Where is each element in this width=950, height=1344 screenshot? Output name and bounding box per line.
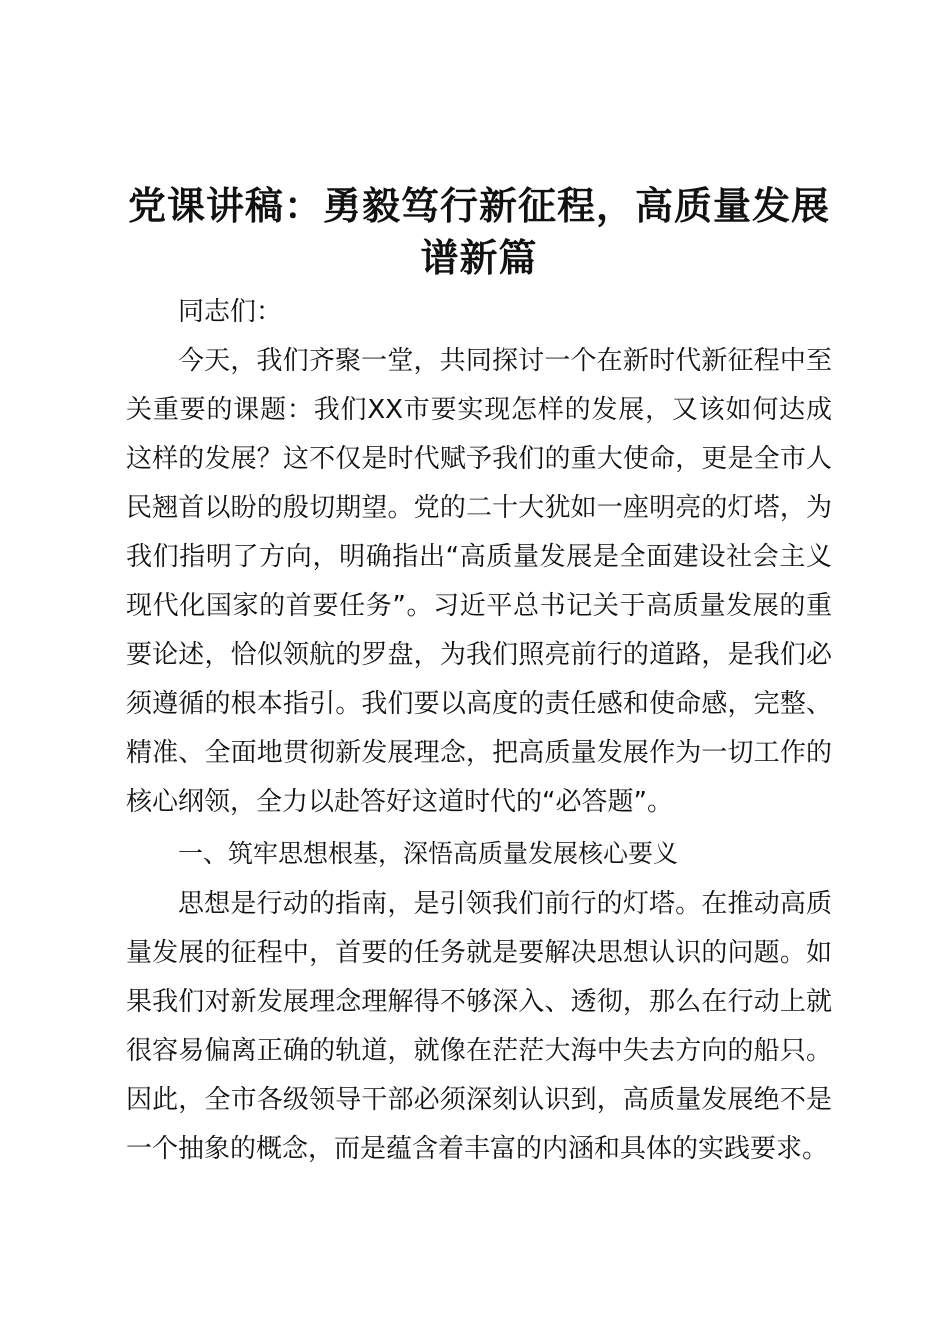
paragraph-section-1: 思想是行动的指南，是引领我们前行的灯塔。在推动高质量发展的征程中，首要的任务就是要解决思想认识的问题。如果我们对新发展理念理解得不够深入、透彻，那么在行动上就很容易偏离正确的轨道，就像在茫茫大海中失去方向的船只。因此，全市各级领导干部必须深刻认识到，高质量发展绝不是一个抽象的概念，而是蕴含着丰富的内涵和具体的实践要求。	[126, 889, 832, 1164]
document-content	[126, 288, 832, 1174]
paragraph-intro: 今天，我们齐聚一堂，共同探讨一个在新时代新征程中至关重要的课题：我们XX市要实现怎样的发展，又该如何达成这样的发展？这不仅是时代赋予我们的重大使命，更是全市人民翘首以盼的殷切期望。党的二十大犹如一座明亮的灯塔，为我们指明了方向，明确指出“高质量发展是全面建设社会主义现代化国家的首要任务”。习近平总书记关于高质量发展的重要论述，恰似领航的罗盘，为我们照亮前行的道路，是我们必须遵循的根本指引。我们要以高度的责任感和使命感，完整、精准、全面地贯彻新发展理念，把高质量发展作为一切工作的核心纲领，全力以赴答好这道时代的“必答题”。	[126, 346, 832, 817]
greeting: 同志们：	[178, 297, 283, 327]
document-title: 党课讲稿：勇毅笃行新征程，高质量发展谱新篇	[127, 183, 830, 280]
document-body	[126, 180, 832, 1174]
section-heading-1: 一、筑牢思想根基，深悟高质量发展核心要义	[178, 839, 679, 868]
